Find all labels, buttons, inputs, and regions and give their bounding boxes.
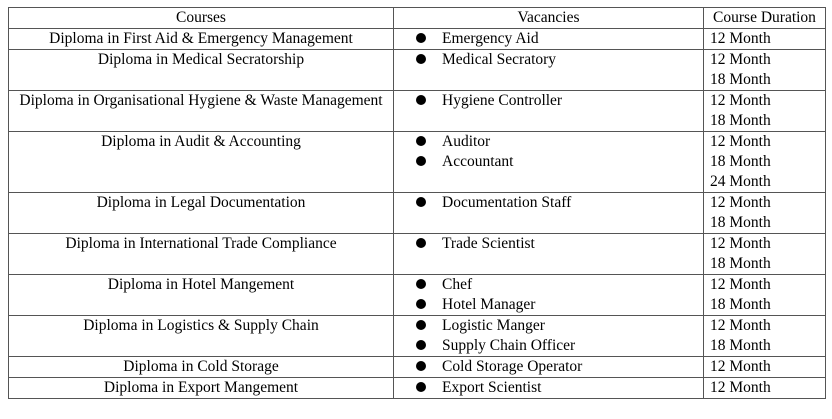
vacancy-item — [416, 295, 703, 315]
vacancy-label: Cold Storage Operator — [442, 358, 583, 375]
duration-cell — [704, 357, 826, 378]
header-vacancies: Vacancies — [394, 8, 704, 29]
bullet-icon — [416, 361, 426, 371]
duration-value: 18 Month — [710, 112, 771, 129]
table-row — [9, 357, 826, 378]
course-name-cell: Diploma in Organisational Hygiene & Waste Management — [9, 91, 394, 132]
table-row — [9, 275, 826, 316]
vacancy-label: Accountant — [442, 153, 514, 170]
course-name-cell: Diploma in Medical Secratorship — [9, 50, 394, 91]
table-row — [9, 91, 826, 132]
duration-value: 12 Month — [710, 92, 771, 109]
vacancies-cell — [394, 316, 704, 357]
duration-cell — [704, 378, 826, 399]
vacancies-cell — [394, 378, 704, 399]
vacancies-cell — [394, 193, 704, 234]
duration-value: 12 Month — [710, 30, 771, 47]
table-row — [9, 50, 826, 91]
duration-value: 18 Month — [710, 296, 771, 313]
bullet-icon — [416, 320, 426, 330]
duration-cell — [704, 316, 826, 357]
duration-cell — [704, 29, 826, 50]
course-table — [8, 7, 826, 399]
vacancies-cell — [394, 91, 704, 132]
vacancy-item — [416, 378, 703, 398]
duration-value: 18 Month — [710, 337, 771, 354]
bullet-icon — [416, 279, 426, 289]
vacancy-label: Export Scientist — [442, 379, 542, 396]
vacancy-label: Hotel Manager — [442, 296, 536, 313]
bullet-icon — [416, 197, 426, 207]
bullet-icon — [416, 382, 426, 392]
duration-value: 12 Month — [710, 358, 771, 375]
duration-cell — [704, 193, 826, 234]
vacancy-label: Logistic Manger — [442, 317, 545, 334]
bullet-icon — [416, 95, 426, 105]
course-name-cell: Diploma in International Trade Compliance — [9, 234, 394, 275]
bullet-icon — [416, 156, 426, 166]
vacancies-cell — [394, 50, 704, 91]
vacancies-cell — [394, 275, 704, 316]
vacancy-item — [416, 132, 703, 152]
table-body — [9, 29, 826, 399]
header-row — [9, 8, 826, 29]
bullet-icon — [416, 33, 426, 43]
vacancy-label: Emergency Aid — [442, 30, 539, 47]
course-name-cell: Diploma in Cold Storage — [9, 357, 394, 378]
course-name-cell: Diploma in Audit & Accounting — [9, 132, 394, 193]
duration-value: 12 Month — [710, 133, 771, 150]
course-table-container — [8, 7, 826, 399]
table-row — [9, 316, 826, 357]
duration-value: 12 Month — [710, 194, 771, 211]
duration-cell — [704, 275, 826, 316]
course-name-cell: Diploma in First Aid & Emergency Management — [9, 29, 394, 50]
vacancy-item — [416, 234, 703, 254]
vacancy-label: Auditor — [442, 133, 491, 150]
course-name-cell: Diploma in Logistics & Supply Chain — [9, 316, 394, 357]
vacancies-cell — [394, 357, 704, 378]
vacancy-label: Trade Scientist — [442, 235, 535, 252]
course-name-cell: Diploma in Legal Documentation — [9, 193, 394, 234]
bullet-icon — [416, 238, 426, 248]
duration-value: 18 Month — [710, 71, 771, 88]
course-name-cell: Diploma in Hotel Mangement — [9, 275, 394, 316]
duration-value: 12 Month — [710, 276, 771, 293]
header-course-duration: Course Duration — [704, 8, 826, 29]
bullet-icon — [416, 54, 426, 64]
table-row — [9, 29, 826, 50]
vacancies-cell — [394, 29, 704, 50]
table-row — [9, 234, 826, 275]
duration-value: 12 Month — [710, 51, 771, 68]
vacancy-item — [416, 357, 703, 377]
duration-value: 18 Month — [710, 153, 771, 170]
duration-value: 18 Month — [710, 255, 771, 272]
bullet-icon — [416, 136, 426, 146]
table-row — [9, 378, 826, 399]
duration-value: 24 Month — [710, 173, 771, 190]
duration-value: 18 Month — [710, 214, 771, 231]
vacancy-item — [416, 275, 703, 295]
course-name-cell: Diploma in Export Mangement — [9, 378, 394, 399]
duration-value: 12 Month — [710, 235, 771, 252]
vacancies-cell — [394, 132, 704, 193]
vacancies-cell — [394, 234, 704, 275]
vacancy-label: Medical Secratory — [442, 51, 557, 68]
vacancy-label: Hygiene Controller — [442, 92, 563, 109]
vacancy-item — [416, 29, 703, 49]
vacancy-item — [416, 91, 703, 111]
vacancy-item — [416, 193, 703, 213]
table-row — [9, 193, 826, 234]
duration-value: 12 Month — [710, 379, 771, 396]
vacancy-item — [416, 152, 703, 172]
vacancy-label: Documentation Staff — [442, 194, 572, 211]
vacancy-item — [416, 316, 703, 336]
header-courses: Courses — [9, 8, 394, 29]
vacancy-label: Supply Chain Officer — [442, 337, 576, 354]
bullet-icon — [416, 299, 426, 309]
duration-cell — [704, 132, 826, 193]
duration-cell — [704, 50, 826, 91]
duration-cell — [704, 91, 826, 132]
table-row — [9, 132, 826, 193]
duration-value: 12 Month — [710, 317, 771, 334]
vacancy-label: Chef — [442, 276, 473, 293]
bullet-icon — [416, 340, 426, 350]
duration-cell — [704, 234, 826, 275]
vacancy-item — [416, 336, 703, 356]
vacancy-item — [416, 50, 703, 70]
